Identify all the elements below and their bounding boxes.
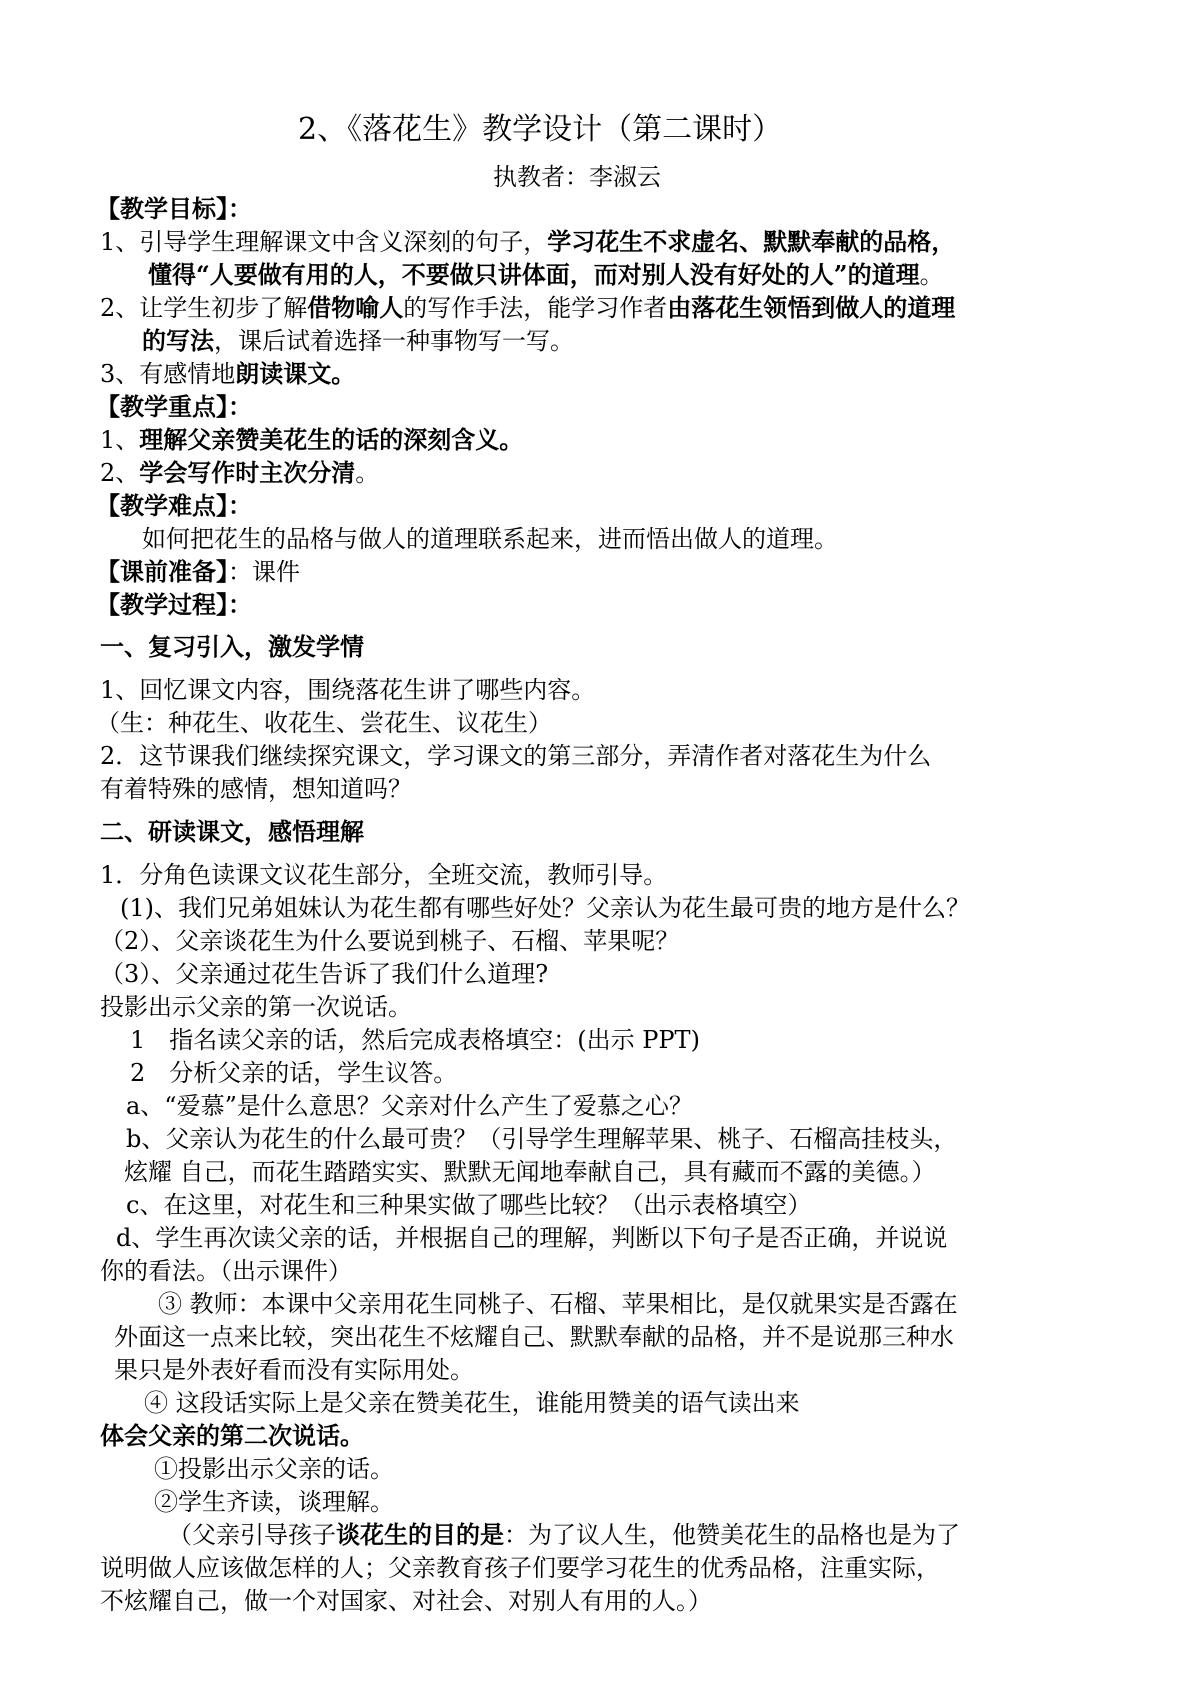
preparation-line: 【课前准备】：课件 (96, 557, 300, 586)
section-2-line: ①投影出示父亲的话。 (154, 1455, 394, 1483)
section-1-heading: 一、复习引入，激发学情 (100, 633, 364, 661)
section-2-line: （父亲引导孩子谈花生的目的是：为了议人生，他赞美花生的品格也是为了 (168, 1520, 960, 1549)
section-1-line: 有着特殊的感情，想知道吗？ (100, 775, 412, 803)
objective-3: 3、有感情地朗读课文。 (100, 359, 356, 388)
section-2-line: 说明做人应该做怎样的人；父亲教育孩子们要学习花生的优秀品格，注重实际， (100, 1554, 940, 1582)
section-1-line: 2．这节课我们继续探究课文，学习课文的第三部分，弄清作者对落花生为什么 (100, 742, 932, 770)
section-2-line: d、学生再次读父亲的话，并根据自己的理解，判断以下句子是否正确，并说说 (116, 1224, 948, 1252)
document-title: 2、《落花生》教学设计（第二课时） (298, 112, 783, 147)
section-2-subheading: 体会父亲的第二次说话。 (100, 1421, 364, 1450)
objective-2-line-1: 2、让学生初步了解借物喻人的写作手法，能学习作者由落花生领悟到做人的道理 (100, 293, 956, 322)
difficulty-heading: 【教学难点】： (96, 491, 252, 520)
section-1-line: （生：种花生、收花生、尝花生、议花生） (96, 709, 552, 737)
section-2-line: 果只是外表好看而没有实际用处。 (114, 1356, 474, 1384)
section-2-line: 1．分角色读课文议花生部分，全班交流，教师引导。 (100, 861, 668, 889)
key-point-2: 2、学会写作时主次分清。 (100, 458, 380, 487)
section-2-line: (1)、我们兄弟姐妹认为花生都有哪些好处？父亲认为花生最可贵的地方是什么？ (120, 894, 970, 922)
process-heading: 【教学过程】： (96, 590, 252, 619)
section-2-line: 2 分析父亲的话，学生议答。 (130, 1059, 458, 1087)
section-2-line: b、父亲认为花生的什么最可贵？（引导学生理解苹果、桃子、石榴高挂枝头， (126, 1125, 958, 1153)
objective-1-line-1: 1、引导学生理解课文中含义深刻的句子，学习花生不求虚名、默默奉献的品格， (100, 227, 956, 256)
objectives-heading: 【教学目标】： (96, 194, 252, 223)
section-2-heading: 二、研读课文，感悟理解 (100, 818, 364, 846)
section-2-line: 不炫耀自己，做一个对国家、对社会、对别人有用的人。） (100, 1587, 712, 1615)
section-2-line: 投影出示父亲的第一次说话。 (100, 993, 412, 1021)
section-2-line: 你的看法。（出示课件） (100, 1257, 352, 1285)
section-1-line: 1、回忆课文内容，围绕落花生讲了哪些内容。 (100, 676, 596, 704)
key-points-heading: 【教学重点】： (96, 392, 252, 421)
section-2-line: （3）、父亲通过花生告诉了我们什么道理? (100, 960, 549, 988)
section-2-line: a、“爱慕”是什么意思？父亲对什么产生了爱慕之心？ (126, 1092, 693, 1120)
key-point-1: 1、理解父亲赞美花生的话的深刻含义。 (100, 425, 524, 454)
section-2-line: ④ 这段话实际上是父亲在赞美花生，谁能用赞美的语气读出来 (144, 1389, 800, 1417)
author-line: 执教者：李淑云 (493, 163, 661, 191)
section-2-line: ②学生齐读，谈理解。 (154, 1488, 394, 1516)
section-2-line: c、在这里，对花生和三种果实做了哪些比较？（出示表格填空） (126, 1191, 812, 1219)
section-2-line: 炫耀 自己，而花生踏踏实实、默默无闻地奉献自己，具有藏而不露的美德。） (124, 1158, 936, 1186)
section-2-line: 外面这一点来比较，突出花生不炫耀自己、默默奉献的品格，并不是说那三种水 (114, 1323, 954, 1351)
difficulty-text: 如何把花生的品格与做人的道理联系起来，进而悟出做人的道理。 (142, 525, 838, 553)
section-2-line: （2）、父亲谈花生为什么要说到桃子、石榴、苹果呢？ (100, 927, 680, 955)
section-2-line: ③ 教师：本课中父亲用花生同桃子、石榴、苹果相比，是仅就果实是否露在 (158, 1290, 958, 1318)
objective-2-line-2: 的写法，课后试着选择一种事物写一写。 (142, 326, 574, 355)
objective-1-line-2: 懂得“人要做有用的人，不要做只讲体面，而对别人没有好处的人”的道理。 (148, 260, 944, 289)
section-2-line: 1 指名读父亲的话，然后完成表格填空：(出示 PPT) (130, 1026, 700, 1054)
